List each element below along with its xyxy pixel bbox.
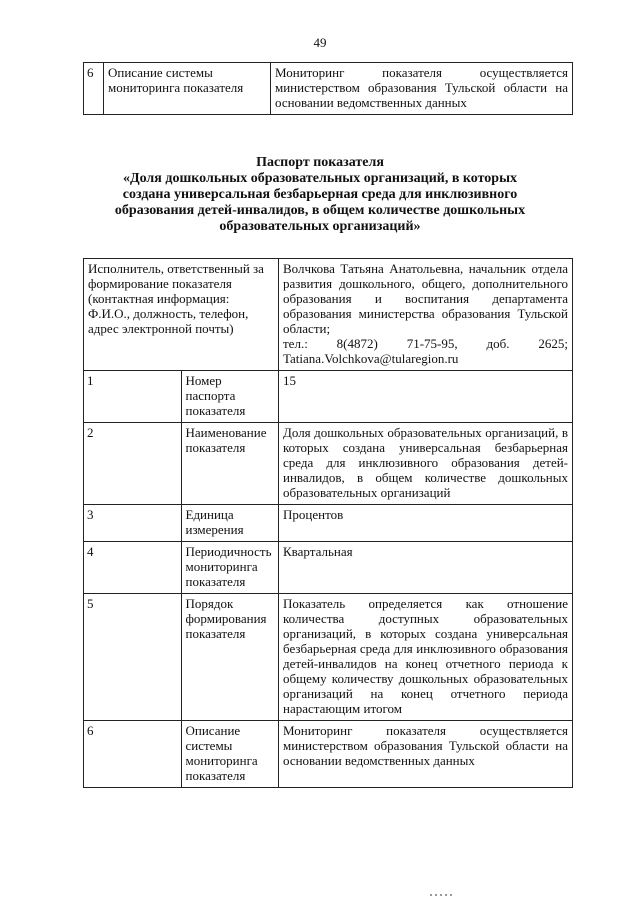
row-value: Показатель определяется как отношение количества доступных образовательных организаций, в которых создана универсальная безбарьерная среда для инклюзивного образования детей-инвалидов на конец отчетного периода к общему количеству дошкольных образовательных организаций на конец отчетного периода нарастающим итогом xyxy=(279,594,573,721)
executor-value xyxy=(279,259,573,371)
row-label: Периодичность мониторинга показателя xyxy=(181,542,279,594)
previous-table-fragment xyxy=(83,62,573,115)
table-row xyxy=(84,423,573,505)
row-label: Номер паспорта показателя xyxy=(181,371,279,423)
title-line: образовательных организаций» xyxy=(219,219,421,234)
table-row xyxy=(84,505,573,542)
scan-artifact xyxy=(430,886,480,894)
executor-email: Tatiana.Volchkova@tularegion.ru xyxy=(283,351,459,366)
executor-label: Исполнитель, ответственный за формирование показателя (контактная информация: Ф.И.О., должность, телефон, адрес электронной почты) xyxy=(84,259,279,371)
title-line: Паспорт показателя xyxy=(256,155,384,170)
row-value: 15 xyxy=(279,371,573,423)
row-label: Наименование показателя xyxy=(181,423,279,505)
table-row xyxy=(84,259,573,371)
title-line: образования детей-инвалидов, в общем количестве дошкольных xyxy=(114,203,526,218)
row-value: Доля дошкольных образовательных организаций, в которых создана универсальная безбарьерная среда для инклюзивного образования детей-инвалидов, в общем количестве дошкольных образовательных организаций xyxy=(279,423,573,505)
row-number: 6 xyxy=(84,721,182,788)
row-value: Мониторинг показателя осуществляется министерством образования Тульской области на основании ведомственных данных xyxy=(279,721,573,788)
row-number: 6 xyxy=(84,63,104,115)
table-row xyxy=(84,371,573,423)
row-value: Мониторинг показателя осуществляется министерством образования Тульской области на основании ведомственных данных xyxy=(271,63,573,115)
title-line: создана универсальная безбарьерная среда для инклюзивного xyxy=(122,187,518,202)
row-label: Описание системы мониторинга показателя xyxy=(181,721,279,788)
row-value: Процентов xyxy=(279,505,573,542)
row-number: 3 xyxy=(84,505,182,542)
row-number: 2 xyxy=(84,423,182,505)
table-row xyxy=(84,63,573,115)
table-row xyxy=(84,542,573,594)
passport-title xyxy=(0,155,640,235)
passport-table xyxy=(83,258,573,788)
row-label: Порядок формирования показателя xyxy=(181,594,279,721)
row-value: Квартальная xyxy=(279,542,573,594)
row-number: 1 xyxy=(84,371,182,423)
title-line: «Доля дошкольных образовательных организаций, в которых xyxy=(122,171,518,186)
row-number: 5 xyxy=(84,594,182,721)
row-label: Единица измерения xyxy=(181,505,279,542)
table-row xyxy=(84,721,573,788)
table-row xyxy=(84,594,573,721)
executor-details: Волчкова Татьяна Анатольевна, начальник отдела развития дошкольного, общего, дополнительного образования и воспитания департамента образования министерства образования Тульской области; xyxy=(283,261,568,336)
row-number: 4 xyxy=(84,542,182,594)
row-label: Описание системы мониторинга показателя xyxy=(104,63,271,115)
executor-phone: тел.: 8(4872) 71-75-95, доб. 2625; xyxy=(283,336,568,351)
page-number: 49 xyxy=(313,35,327,50)
